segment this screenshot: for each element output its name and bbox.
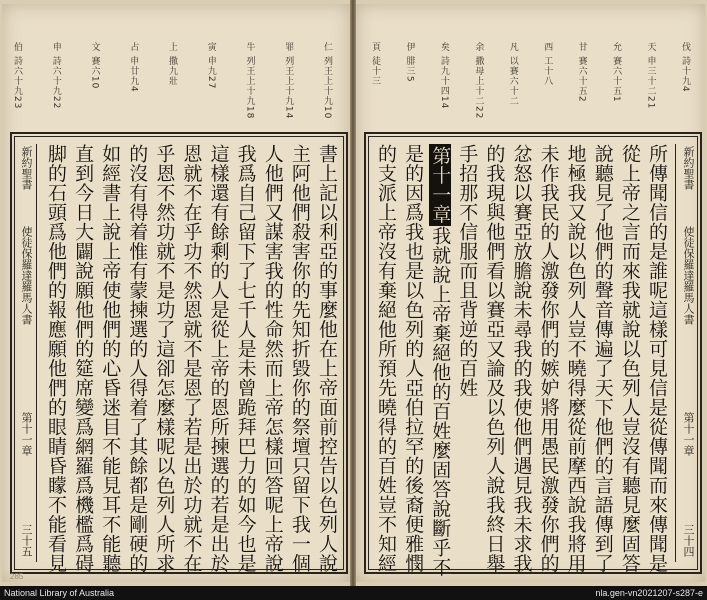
- right-margin-column: [675, 144, 698, 562]
- left-margin-column: [14, 144, 37, 562]
- right-page: [356, 4, 705, 582]
- annotation: 矣 詩九十四14: [438, 42, 449, 110]
- annotation: 仁 列王上十九10: [322, 42, 332, 120]
- library-credit: National Library of Australia: [4, 588, 115, 598]
- text-column: 主阿他們殺害你的先知折毀你的祭壇只留下我一個: [288, 144, 311, 573]
- text-column: [453, 144, 480, 562]
- text-column: 地極我又說以色列人豈不曉得麼從前摩西說我將用: [564, 144, 587, 573]
- text-column: 忿怒以賽亞放膽說未尋我的我使他們遇見我未求我: [510, 144, 533, 573]
- header-chapter: 第十一章: [20, 412, 33, 456]
- annotation: 寅 申九27: [205, 42, 216, 90]
- annotation: 頁 徒十三: [370, 42, 380, 86]
- text-column: 從上帝之言而來我就說以色列人豈沒有聽見麼固答: [618, 144, 641, 573]
- header-title: 新約聖書: [20, 146, 33, 190]
- annotation: 申 詩六十九22: [50, 42, 61, 110]
- annotation: 伐 詩十九4: [679, 42, 690, 93]
- annotation: 占 申廿九4: [128, 42, 139, 93]
- annotation: 牛 列王上十九18: [244, 42, 255, 120]
- annotation: 天 申三十二21: [645, 42, 656, 110]
- text-column-segment: 手招那不信服而且背逆的百姓: [456, 144, 479, 398]
- text-column: 是的因爲我也是以色列的人亞伯拉罕的後裔便雅憫: [402, 144, 425, 573]
- header-title: 新約聖書: [682, 146, 695, 190]
- text-column: 如經書上說上帝使他們的心昏迷目不能見耳不能聽: [99, 144, 122, 573]
- text-column: 直到今日大闢說願他們的筵席變爲網羅爲機檻爲碍: [72, 144, 95, 573]
- footer-bar: [0, 586, 707, 600]
- annotation: 允 賽六十五1: [611, 42, 622, 103]
- left-page-annotations: [12, 42, 332, 126]
- left-text-frame: [10, 132, 348, 574]
- text-column: 我爲自己留下了七千人是未曾跪拜巴力的如今也是: [234, 144, 257, 573]
- page-number: 三十五: [20, 524, 33, 557]
- header-book: 使徒保羅達羅馬人書: [20, 226, 33, 325]
- right-page-annotations: [370, 42, 690, 126]
- text-column-segment: 我就說上帝棄絕他的百姓麼固答說斷乎不: [429, 226, 452, 577]
- annotation: 伯 詩六十九23: [12, 42, 22, 110]
- text-column: 乎恩不然功就不是功了這卻怎麼樣呢以色列人所求: [153, 144, 176, 573]
- text-column: 所傳聞信的是誰呢這樣可見信是從傳聞而來傳聞是: [645, 144, 668, 573]
- annotation: 伊 腓三5: [404, 42, 415, 83]
- annotation: 上 撒九壯: [167, 42, 177, 86]
- text-column: 的支派上帝沒有棄絕他所預先曉得的百姓豈不知經: [375, 144, 397, 573]
- text-column: 書上記以利亞的事麼他在上帝面前控告以色列人說: [315, 144, 338, 573]
- text-column: 的我現與他們看以賽亞又論及以色列人說我終日舉: [483, 144, 506, 573]
- annotation: 甘 賽六十五2: [576, 42, 587, 103]
- annotation: 凡 以賽六十二: [507, 42, 518, 106]
- annotation: 罪 列王上十九14: [283, 42, 294, 120]
- annotation: 文 賽六10: [89, 42, 100, 90]
- left-body-text: [42, 144, 340, 573]
- text-column: 脚的石頭爲他們的報應願他們的眼睛昏矇不能看見: [45, 144, 67, 573]
- item-identifier: nla.gen-vn2021207-s287-e: [595, 588, 703, 598]
- header-chapter: 第十一章: [682, 412, 695, 456]
- page-number: 三十四: [682, 524, 695, 557]
- text-column: 人他們又謀害我的性命然而上帝怎樣回答呢上帝說: [261, 144, 284, 573]
- text-column: [426, 144, 453, 577]
- text-column: 這樣還有餘剩的人是從上帝的恩所揀選的若是出於: [207, 144, 230, 573]
- annotation: 西 工十八: [542, 42, 553, 86]
- text-column: 未作我民的人激發你們的嫉妒將用愚民激發你們的: [537, 144, 560, 573]
- text-column: 說聽見了他們的聲音傳遍了天下他們的言語傳到了: [591, 144, 614, 573]
- right-body-text: [372, 144, 670, 577]
- pencil-page-mark: 285: [10, 572, 24, 581]
- annotation: 余 撒母上十二22: [473, 42, 484, 120]
- right-text-frame: [364, 132, 702, 577]
- section-marker: 第十一章: [429, 146, 452, 224]
- text-column: 恩就不在乎功不然恩就不是恩了若是出於功就不在: [180, 144, 203, 573]
- text-column: 的沒有得着惟有蒙揀選的人得着了其餘都是剛硬的: [126, 144, 149, 573]
- header-book: 使徒保羅達羅馬人書: [682, 226, 695, 325]
- left-page: [2, 4, 350, 582]
